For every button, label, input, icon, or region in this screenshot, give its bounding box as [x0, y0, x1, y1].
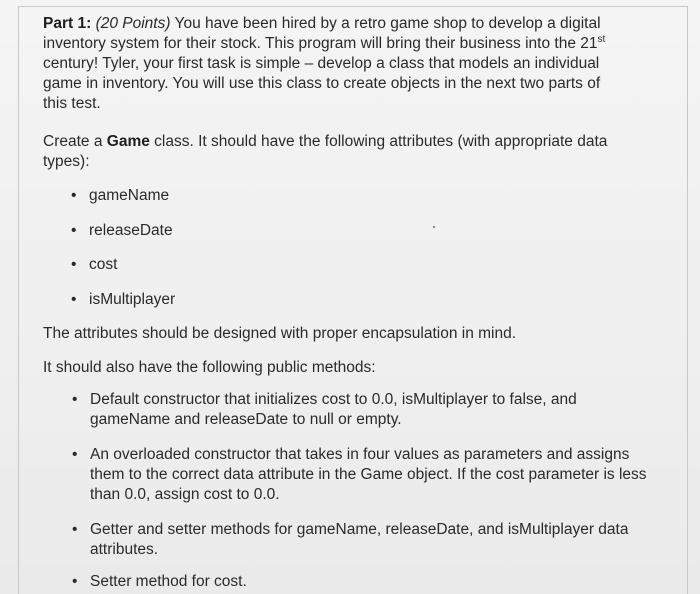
list-item: [71, 221, 673, 241]
list-item: [71, 186, 673, 206]
bullet-icon: •: [72, 573, 78, 590]
bullet-icon: •: [72, 521, 78, 538]
create-class-paragraph: [43, 132, 623, 172]
list-item: [72, 445, 658, 505]
bullet-icon: •: [71, 290, 77, 308]
part1-text-a: You have been hired by a retro game shop to develop a digital inventory system for their stock. This program will bring their business into the 21: [43, 15, 601, 52]
list-item: [71, 290, 673, 310]
part-label: Part 1:: [43, 15, 92, 32]
bullet-icon: •: [72, 446, 78, 463]
bullet-icon: •: [71, 221, 77, 239]
encapsulation-paragraph: The attributes should be designed with proper encapsulation in mind.: [43, 325, 517, 342]
attribute-name: cost: [89, 256, 118, 273]
list-item: [72, 520, 658, 560]
class-name: Game: [106, 133, 150, 150]
attribute-name: releaseDate: [89, 221, 173, 239]
assignment-content: [43, 14, 673, 594]
part1-paragraph: [43, 14, 628, 114]
method-description: Getter and setter methods for gameName, releaseDate, and isMultiplayer data attributes.: [90, 521, 629, 558]
part1-text-b: century! Tyler, your first task is simple – develop a class that models an individual game in inventory. You will use this class to create objects in the next two parts of this test.: [43, 55, 601, 112]
method-description: Default constructor that initializes cost to 0.0, isMultiplayer to false, and gameName and releaseDate to null or empty.: [90, 391, 577, 428]
bullet-icon: •: [71, 256, 77, 273]
attribute-list: [43, 186, 673, 310]
points-label: (20 Points): [95, 15, 171, 32]
list-item: [72, 390, 658, 430]
methods-intro: It should also have the following public methods:: [43, 359, 376, 376]
attribute-name: gameName: [89, 187, 170, 204]
method-description: An overloaded constructor that takes in four values as parameters and assigns them to the correct data attribute in the Game object. If the cost parameter is less than 0.0, assign cost to 0.0.: [90, 446, 647, 503]
method-list: [43, 390, 673, 592]
create-text-b: class. It should have the following attributes (with appropriate data types):: [43, 133, 608, 170]
attribute-name: isMultiplayer: [89, 290, 176, 308]
method-description: Setter method for cost.: [90, 573, 247, 590]
bullet-icon: •: [71, 187, 77, 204]
list-item: [71, 255, 673, 275]
create-text-a: Create a: [43, 133, 107, 150]
bullet-icon: •: [72, 391, 78, 408]
ordinal-suffix: st: [597, 33, 606, 45]
list-item: [72, 572, 658, 592]
